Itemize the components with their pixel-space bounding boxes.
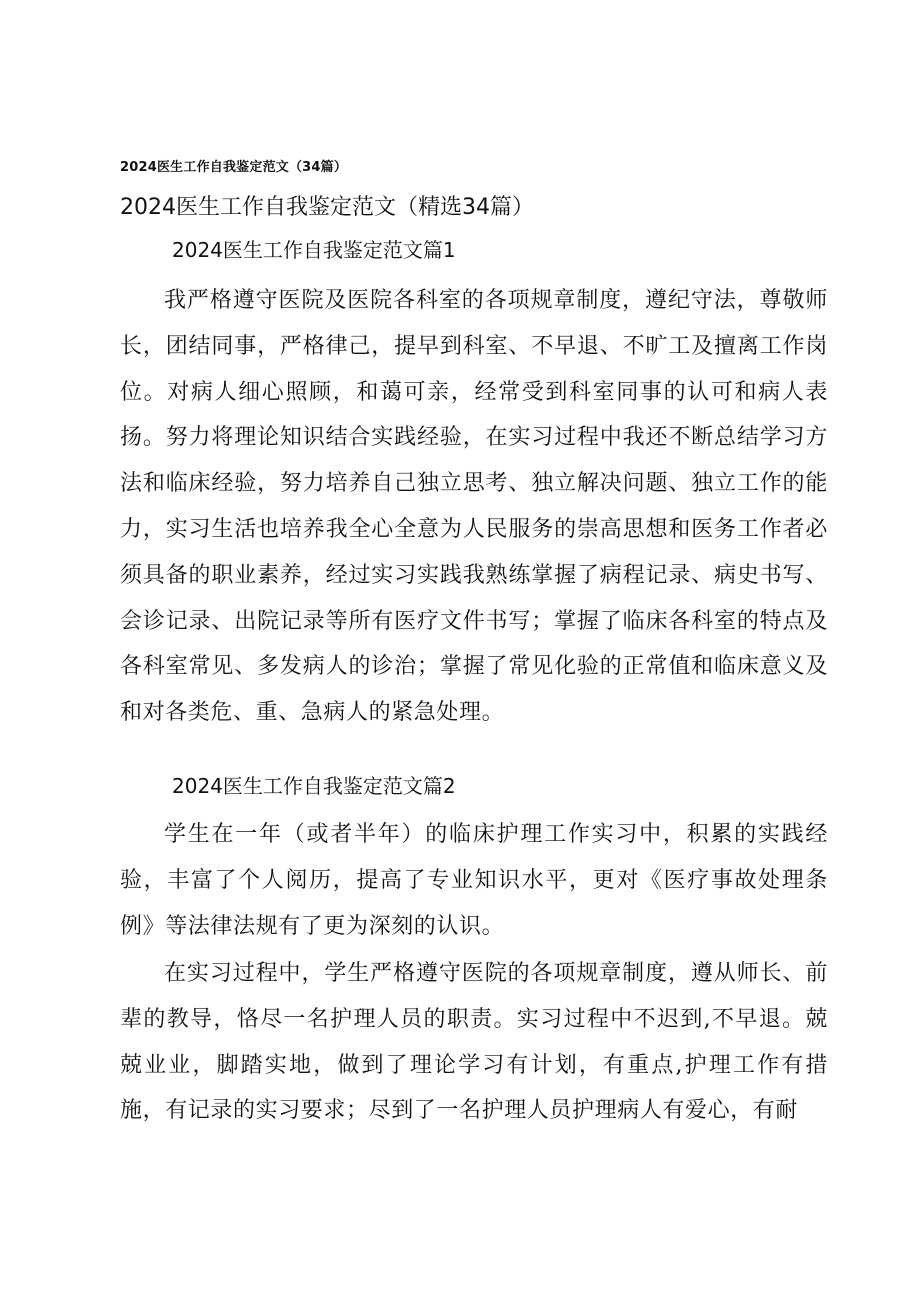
section-2-paragraph-1: 学生在一年（或者半年）的临床护理工作实习中，积累的实践经验，丰富了个人阅历，提高了专业知识水平，更对《医疗事故处理条例》等法律法规有了更为深刻的认识。 (120, 822, 828, 939)
section-2-heading: 2024医生工作自我鉴定范文篇2 (172, 774, 456, 798)
section-1-paragraph: 我严格遵守医院及医院各科室的各项规章制度，遵纪守法，尊敬师长，团结同事，严格律己，提早到科室、不早退、不旷工及擅离工作岗位。对病人细心照顾，和蔼可亲，经常受到科室同事的认可和病人表扬。努力将理论知识结合实践经验，在实习过程中我还不断总结学习方法和临床经验，努力培养自己独立思考、独立解决问题、独立工作的能力，实习生活也培养我全心全意为人民服务的崇高思想和医务工作者必须具备的职业素养，经过实习实践我熟练掌握了病程记录、病史书写、会诊记录、出院记录等所有医疗文件书写；掌握了临床各科室的特点及各科室常见、多发病人的诊治；掌握了常见化验的正常值和临床意义及和对各类危、重、急病人的紧急处理。 (120, 288, 828, 726)
section-2-paragraph-2: 在实习过程中，学生严格遵守医院的各项规章制度，遵从师长、前辈的教导，恪尽一名护理人员的职责。实习过程中不迟到,不早退。兢兢业业，脚踏实地，做到了理论学习有计划，有重点,护理工作有措施，有记录的实习要求；尽到了一名护理人员护理病人有爱心，有耐 (120, 961, 828, 1124)
document-title: 2024医生工作自我鉴定范文（精选34篇） (120, 195, 534, 220)
document-header: 2024医生工作自我鉴定范文（34篇） (120, 160, 348, 175)
section-1-heading: 2024医生工作自我鉴定范文篇1 (172, 238, 456, 262)
